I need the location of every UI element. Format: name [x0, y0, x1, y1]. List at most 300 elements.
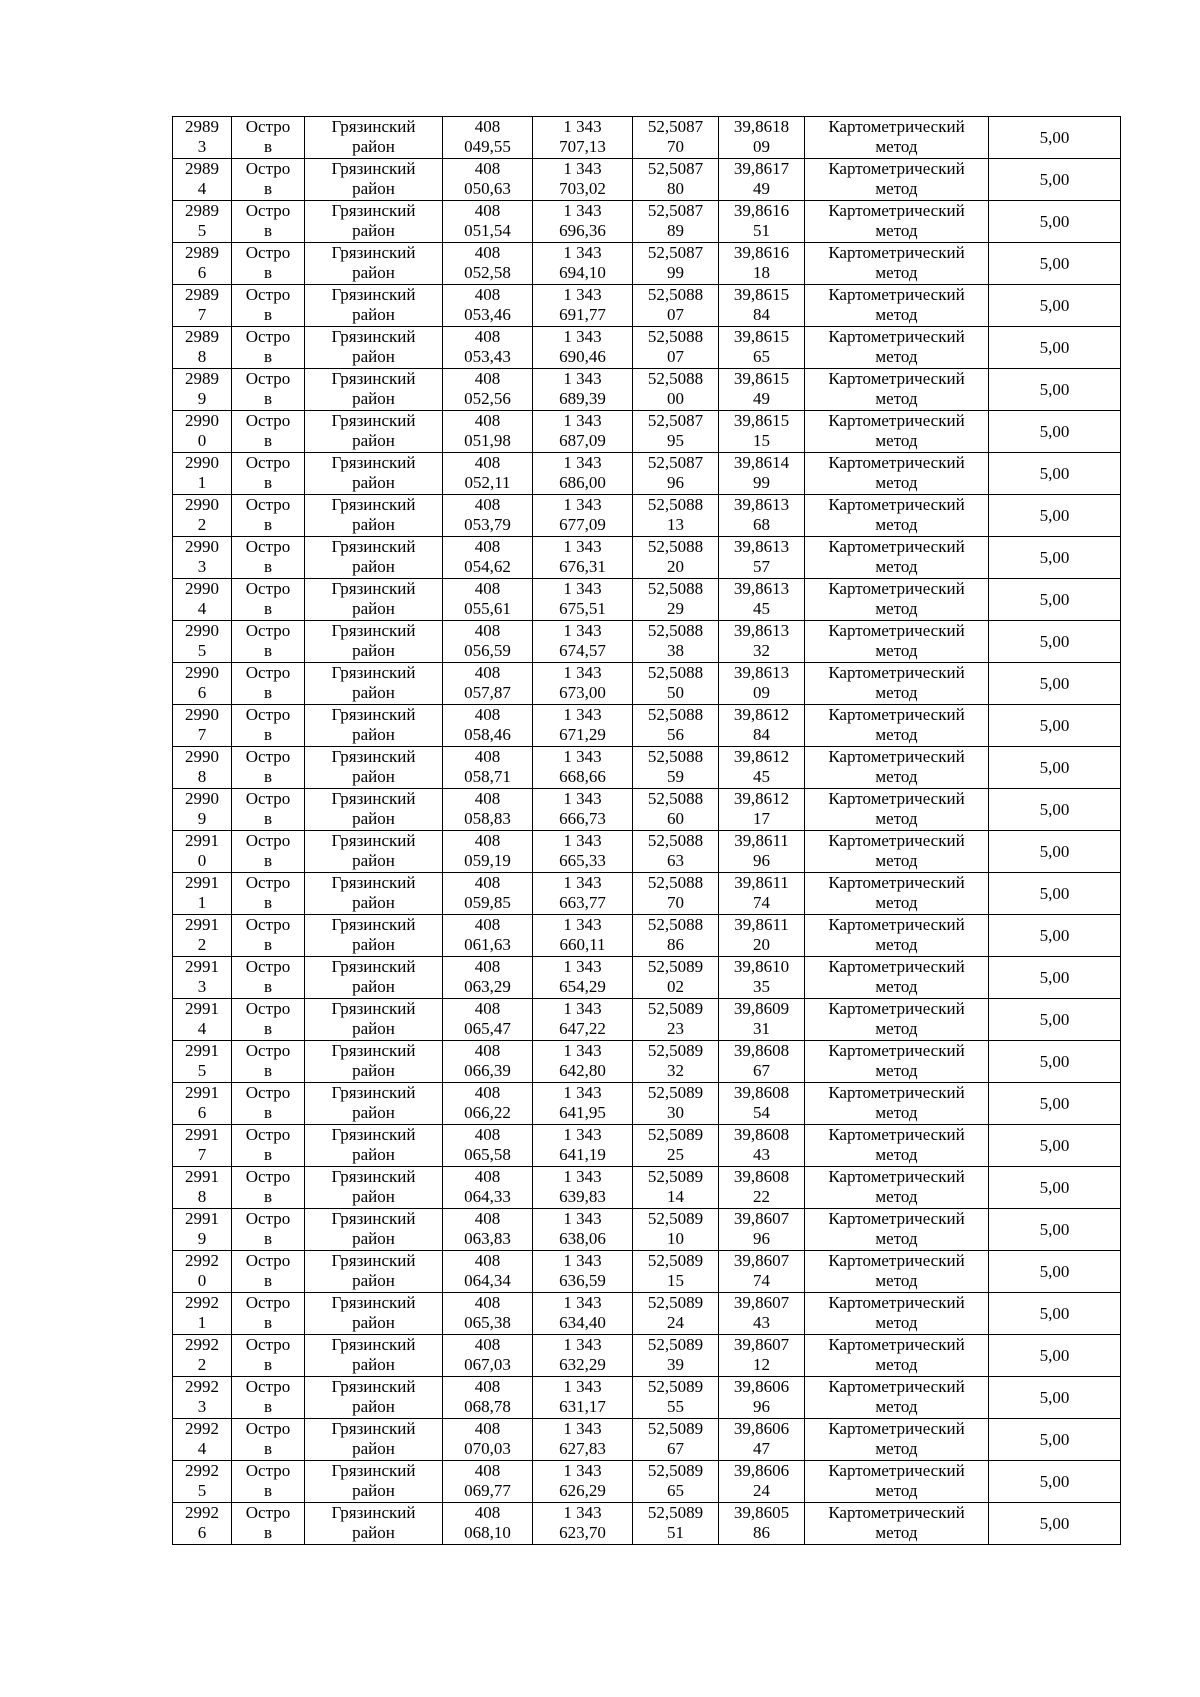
longitude-cell	[719, 1083, 805, 1125]
y-coordinate-line-1: 1 343	[563, 621, 602, 640]
object-type-line-1: Остро	[245, 705, 291, 724]
table-row	[173, 705, 1121, 747]
object-type-line-2: в	[263, 1313, 273, 1332]
x-coordinate-line-1: 408	[474, 453, 501, 472]
coordinates-table	[172, 116, 1121, 1545]
object-type-line-1: Остро	[245, 579, 291, 598]
object-type-line-1: Остро	[245, 1503, 291, 1522]
x-coordinate-cell	[443, 1041, 533, 1083]
method-cell	[805, 411, 989, 453]
point-number-cell	[173, 537, 232, 579]
district-line-1: Грязинский	[331, 873, 416, 892]
longitude-line-2: 45	[753, 767, 770, 786]
y-coordinate-line-2: 696,36	[559, 221, 606, 240]
x-coordinate-line-1: 408	[474, 789, 501, 808]
latitude-line-1: 52,5089	[647, 1461, 704, 1480]
object-type-line-2: в	[263, 1523, 273, 1542]
latitude-line-1: 52,5088	[647, 495, 704, 514]
latitude-line-2: 07	[667, 347, 684, 366]
latitude-line-2: 96	[667, 473, 684, 492]
method-line-1: Картометрический	[828, 579, 965, 598]
method-line-2: метод	[875, 1397, 918, 1416]
point-number-line-1: 2992	[185, 1251, 219, 1270]
object-type-line-1: Остро	[245, 117, 291, 136]
object-type-line-1: Остро	[245, 159, 291, 178]
longitude-line-1: 39,8607	[733, 1251, 790, 1270]
point-number-line-2: 4	[197, 1439, 207, 1458]
point-number-line-1: 2989	[185, 327, 219, 346]
point-number-line-1: 2991	[185, 957, 219, 976]
point-number-cell	[173, 1461, 232, 1503]
latitude-line-1: 52,5089	[647, 1251, 704, 1270]
latitude-cell	[633, 663, 719, 705]
method-cell	[805, 1503, 989, 1545]
y-coordinate-line-2: 690,46	[559, 347, 606, 366]
district-line-1: Грязинский	[331, 1041, 416, 1060]
y-coordinate-line-2: 707,13	[559, 137, 606, 156]
table-row	[173, 1335, 1121, 1377]
latitude-cell	[633, 285, 719, 327]
y-coordinate-line-2: 639,83	[559, 1187, 606, 1206]
point-number-cell	[173, 1503, 232, 1545]
table-row	[173, 1461, 1121, 1503]
accuracy-cell: 5,00	[989, 1125, 1121, 1167]
longitude-cell	[719, 537, 805, 579]
longitude-line-2: 35	[753, 977, 770, 996]
longitude-cell	[719, 999, 805, 1041]
table-row	[173, 621, 1121, 663]
method-line-2: метод	[875, 1523, 918, 1542]
district-line-1: Грязинский	[331, 663, 416, 682]
y-coordinate-line-2: 641,19	[559, 1145, 606, 1164]
point-number-line-1: 2991	[185, 915, 219, 934]
longitude-line-2: 57	[753, 557, 770, 576]
longitude-cell	[719, 747, 805, 789]
accuracy-cell: 5,00	[989, 369, 1121, 411]
x-coordinate-line-2: 068,78	[464, 1397, 511, 1416]
method-line-2: метод	[875, 977, 918, 996]
district-cell	[305, 957, 443, 999]
latitude-line-1: 52,5087	[647, 411, 704, 430]
district-line-2: район	[352, 347, 395, 366]
object-type-line-1: Остро	[245, 747, 291, 766]
point-number-cell	[173, 747, 232, 789]
method-line-2: метод	[875, 1481, 918, 1500]
object-type-line-2: в	[263, 1187, 273, 1206]
method-line-1: Картометрический	[828, 1209, 965, 1228]
method-cell	[805, 957, 989, 999]
latitude-cell	[633, 1377, 719, 1419]
method-line-2: метод	[875, 893, 918, 912]
latitude-line-1: 52,5088	[647, 327, 704, 346]
latitude-line-2: 32	[667, 1061, 684, 1080]
object-type-line-1: Остро	[245, 789, 291, 808]
district-line-1: Грязинский	[331, 999, 416, 1018]
object-type-line-2: в	[263, 137, 273, 156]
longitude-line-1: 39,8608	[733, 1083, 790, 1102]
method-line-2: метод	[875, 1229, 918, 1248]
method-cell	[805, 1167, 989, 1209]
y-coordinate-line-2: 674,57	[559, 641, 606, 660]
longitude-line-2: 22	[753, 1187, 770, 1206]
y-coordinate-line-1: 1 343	[563, 915, 602, 934]
y-coordinate-line-2: 686,00	[559, 473, 606, 492]
y-coordinate-line-2: 677,09	[559, 515, 606, 534]
y-coordinate-line-2: 634,40	[559, 1313, 606, 1332]
latitude-line-2: 70	[667, 137, 684, 156]
latitude-cell	[633, 621, 719, 663]
point-number-line-1: 2990	[185, 789, 219, 808]
point-number-line-1: 2991	[185, 999, 219, 1018]
point-number-line-2: 4	[197, 599, 207, 618]
object-type-line-2: в	[263, 767, 273, 786]
table-row	[173, 915, 1121, 957]
accuracy-cell: 5,00	[989, 1461, 1121, 1503]
accuracy-cell: 5,00	[989, 1167, 1121, 1209]
x-coordinate-line-1: 408	[474, 285, 501, 304]
y-coordinate-cell	[533, 999, 633, 1041]
method-line-2: метод	[875, 1145, 918, 1164]
table-row	[173, 537, 1121, 579]
object-type-line-1: Остро	[245, 495, 291, 514]
method-line-1: Картометрический	[828, 285, 965, 304]
method-line-2: метод	[875, 1103, 918, 1122]
latitude-line-1: 52,5089	[647, 1125, 704, 1144]
longitude-cell	[719, 453, 805, 495]
object-type-line-2: в	[263, 347, 273, 366]
longitude-cell	[719, 327, 805, 369]
method-cell	[805, 1041, 989, 1083]
x-coordinate-cell	[443, 747, 533, 789]
table-row	[173, 369, 1121, 411]
longitude-cell	[719, 1377, 805, 1419]
method-line-1: Картометрический	[828, 1461, 965, 1480]
district-cell	[305, 1377, 443, 1419]
point-number-cell	[173, 621, 232, 663]
x-coordinate-cell	[443, 1335, 533, 1377]
point-number-line-2: 9	[197, 389, 207, 408]
district-line-1: Грязинский	[331, 159, 416, 178]
latitude-line-2: 15	[667, 1271, 684, 1290]
x-coordinate-line-2: 068,10	[464, 1523, 511, 1542]
accuracy-cell: 5,00	[989, 117, 1121, 159]
longitude-line-2: 20	[753, 935, 770, 954]
latitude-cell	[633, 495, 719, 537]
latitude-line-2: 07	[667, 305, 684, 324]
y-coordinate-line-1: 1 343	[563, 369, 602, 388]
method-line-1: Картометрический	[828, 159, 965, 178]
object-type-line-1: Остро	[245, 1041, 291, 1060]
x-coordinate-cell	[443, 411, 533, 453]
longitude-line-1: 39,8611	[734, 915, 789, 934]
x-coordinate-line-2: 058,71	[464, 767, 511, 786]
point-number-line-1: 2992	[185, 1503, 219, 1522]
point-number-cell	[173, 957, 232, 999]
y-coordinate-line-1: 1 343	[563, 999, 602, 1018]
x-coordinate-cell	[443, 621, 533, 663]
table-row	[173, 243, 1121, 285]
district-cell	[305, 117, 443, 159]
point-number-line-1: 2992	[185, 1419, 219, 1438]
longitude-line-2: 96	[753, 851, 770, 870]
longitude-line-2: 86	[753, 1523, 770, 1542]
latitude-line-2: 29	[667, 599, 684, 618]
object-type-cell	[232, 1419, 305, 1461]
district-cell	[305, 327, 443, 369]
method-line-1: Картометрический	[828, 201, 965, 220]
y-coordinate-line-1: 1 343	[563, 1167, 602, 1186]
y-coordinate-line-1: 1 343	[563, 327, 602, 346]
district-line-1: Грязинский	[331, 1461, 416, 1480]
table-row	[173, 579, 1121, 621]
table-row	[173, 747, 1121, 789]
latitude-cell	[633, 159, 719, 201]
table-body	[173, 117, 1121, 1545]
y-coordinate-line-1: 1 343	[563, 705, 602, 724]
method-line-2: метод	[875, 725, 918, 744]
district-cell	[305, 747, 443, 789]
x-coordinate-line-1: 408	[474, 369, 501, 388]
object-type-line-2: в	[263, 431, 273, 450]
table-row	[173, 117, 1121, 159]
table-row	[173, 1209, 1121, 1251]
x-coordinate-line-2: 050,63	[464, 179, 511, 198]
district-line-1: Грязинский	[331, 369, 416, 388]
district-line-1: Грязинский	[331, 1419, 416, 1438]
y-coordinate-line-1: 1 343	[563, 579, 602, 598]
district-line-1: Грязинский	[331, 495, 416, 514]
district-line-2: район	[352, 1397, 395, 1416]
point-number-cell	[173, 201, 232, 243]
object-type-cell	[232, 915, 305, 957]
latitude-cell	[633, 957, 719, 999]
table-row	[173, 495, 1121, 537]
accuracy-cell: 5,00	[989, 663, 1121, 705]
district-cell	[305, 1503, 443, 1545]
district-line-2: район	[352, 725, 395, 744]
object-type-line-1: Остро	[245, 621, 291, 640]
longitude-line-1: 39,8617	[733, 159, 790, 178]
y-coordinate-line-1: 1 343	[563, 1419, 602, 1438]
method-line-1: Картометрический	[828, 999, 965, 1018]
latitude-line-2: 55	[667, 1397, 684, 1416]
district-line-2: район	[352, 179, 395, 198]
method-line-2: метод	[875, 515, 918, 534]
object-type-line-2: в	[263, 935, 273, 954]
district-cell	[305, 1335, 443, 1377]
x-coordinate-line-1: 408	[474, 1503, 501, 1522]
table-row	[173, 1041, 1121, 1083]
longitude-line-2: 96	[753, 1229, 770, 1248]
x-coordinate-cell	[443, 537, 533, 579]
object-type-cell	[232, 1335, 305, 1377]
district-cell	[305, 789, 443, 831]
x-coordinate-line-2: 065,58	[464, 1145, 511, 1164]
point-number-line-1: 2992	[185, 1293, 219, 1312]
object-type-line-2: в	[263, 1061, 273, 1080]
object-type-line-1: Остро	[245, 999, 291, 1018]
longitude-line-2: 68	[753, 515, 770, 534]
y-coordinate-cell	[533, 1125, 633, 1167]
object-type-line-2: в	[263, 1481, 273, 1500]
object-type-line-1: Остро	[245, 243, 291, 262]
method-cell	[805, 1251, 989, 1293]
district-line-2: район	[352, 1229, 395, 1248]
x-coordinate-line-2: 065,38	[464, 1313, 511, 1332]
district-line-1: Грязинский	[331, 1335, 416, 1354]
longitude-line-1: 39,8613	[733, 579, 790, 598]
object-type-line-1: Остро	[245, 1251, 291, 1270]
accuracy-cell: 5,00	[989, 579, 1121, 621]
object-type-cell	[232, 159, 305, 201]
latitude-cell	[633, 1503, 719, 1545]
object-type-line-1: Остро	[245, 327, 291, 346]
longitude-cell	[719, 1503, 805, 1545]
latitude-cell	[633, 1083, 719, 1125]
y-coordinate-line-2: 663,77	[559, 893, 606, 912]
district-line-2: район	[352, 1523, 395, 1542]
latitude-cell	[633, 1209, 719, 1251]
latitude-line-1: 52,5089	[647, 1083, 704, 1102]
latitude-line-2: 10	[667, 1229, 684, 1248]
latitude-line-2: 50	[667, 683, 684, 702]
object-type-line-2: в	[263, 1145, 273, 1164]
point-number-line-2: 9	[197, 809, 207, 828]
latitude-line-1: 52,5089	[647, 999, 704, 1018]
latitude-cell	[633, 369, 719, 411]
district-cell	[305, 1083, 443, 1125]
longitude-line-2: 32	[753, 641, 770, 660]
y-coordinate-line-2: 631,17	[559, 1397, 606, 1416]
method-cell	[805, 789, 989, 831]
object-type-line-1: Остро	[245, 915, 291, 934]
object-type-cell	[232, 495, 305, 537]
longitude-line-1: 39,8612	[733, 789, 790, 808]
district-line-2: район	[352, 641, 395, 660]
district-cell	[305, 1167, 443, 1209]
district-cell	[305, 579, 443, 621]
x-coordinate-line-1: 408	[474, 1125, 501, 1144]
x-coordinate-cell	[443, 1293, 533, 1335]
longitude-line-2: 15	[753, 431, 770, 450]
point-number-line-2: 4	[197, 1019, 207, 1038]
table-row	[173, 411, 1121, 453]
method-cell	[805, 327, 989, 369]
latitude-line-1: 52,5088	[647, 705, 704, 724]
district-line-2: район	[352, 1313, 395, 1332]
latitude-line-2: 38	[667, 641, 684, 660]
point-number-cell	[173, 831, 232, 873]
x-coordinate-line-2: 058,83	[464, 809, 511, 828]
x-coordinate-line-2: 066,22	[464, 1103, 511, 1122]
district-line-1: Грязинский	[331, 915, 416, 934]
district-line-1: Грязинский	[331, 1083, 416, 1102]
method-line-1: Картометрический	[828, 1125, 965, 1144]
longitude-cell	[719, 1419, 805, 1461]
longitude-cell	[719, 957, 805, 999]
accuracy-cell: 5,00	[989, 1209, 1121, 1251]
latitude-line-2: 95	[667, 431, 684, 450]
table-row	[173, 1167, 1121, 1209]
object-type-cell	[232, 831, 305, 873]
longitude-cell	[719, 663, 805, 705]
x-coordinate-line-1: 408	[474, 747, 501, 766]
longitude-line-2: 43	[753, 1145, 770, 1164]
y-coordinate-line-1: 1 343	[563, 873, 602, 892]
point-number-line-1: 2990	[185, 663, 219, 682]
y-coordinate-cell	[533, 915, 633, 957]
x-coordinate-line-2: 061,63	[464, 935, 511, 954]
point-number-line-2: 2	[197, 515, 207, 534]
y-coordinate-cell	[533, 1209, 633, 1251]
accuracy-cell: 5,00	[989, 285, 1121, 327]
longitude-line-2: 84	[753, 725, 770, 744]
x-coordinate-cell	[443, 915, 533, 957]
latitude-line-2: 02	[667, 977, 684, 996]
method-line-2: метод	[875, 641, 918, 660]
y-coordinate-cell	[533, 747, 633, 789]
object-type-line-2: в	[263, 179, 273, 198]
point-number-line-1: 2992	[185, 1335, 219, 1354]
method-cell	[805, 453, 989, 495]
accuracy-cell: 5,00	[989, 873, 1121, 915]
point-number-line-1: 2991	[185, 1041, 219, 1060]
y-coordinate-line-2: 671,29	[559, 725, 606, 744]
table-row	[173, 201, 1121, 243]
y-coordinate-line-2: 673,00	[559, 683, 606, 702]
method-line-2: метод	[875, 1187, 918, 1206]
table-row	[173, 453, 1121, 495]
object-type-line-1: Остро	[245, 663, 291, 682]
point-number-cell	[173, 495, 232, 537]
longitude-line-2: 09	[753, 137, 770, 156]
y-coordinate-cell	[533, 1461, 633, 1503]
x-coordinate-line-2: 059,19	[464, 851, 511, 870]
latitude-line-2: 25	[667, 1145, 684, 1164]
latitude-line-2: 39	[667, 1355, 684, 1374]
y-coordinate-line-1: 1 343	[563, 831, 602, 850]
accuracy-cell: 5,00	[989, 1419, 1121, 1461]
longitude-line-1: 39,8615	[733, 369, 790, 388]
latitude-line-2: 67	[667, 1439, 684, 1458]
district-line-2: район	[352, 935, 395, 954]
object-type-cell	[232, 327, 305, 369]
accuracy-cell: 5,00	[989, 957, 1121, 999]
longitude-line-1: 39,8613	[733, 537, 790, 556]
object-type-line-2: в	[263, 851, 273, 870]
y-coordinate-cell	[533, 327, 633, 369]
point-number-line-1: 2991	[185, 1125, 219, 1144]
x-coordinate-line-1: 408	[474, 999, 501, 1018]
y-coordinate-cell	[533, 411, 633, 453]
longitude-line-1: 39,8606	[733, 1461, 790, 1480]
method-line-1: Картометрический	[828, 411, 965, 430]
method-line-2: метод	[875, 557, 918, 576]
method-cell	[805, 1293, 989, 1335]
point-number-cell	[173, 915, 232, 957]
longitude-cell	[719, 1461, 805, 1503]
y-coordinate-line-1: 1 343	[563, 1461, 602, 1480]
object-type-line-2: в	[263, 977, 273, 996]
latitude-line-1: 52,5088	[647, 537, 704, 556]
point-number-line-1: 2989	[185, 117, 219, 136]
longitude-line-1: 39,8606	[733, 1419, 790, 1438]
district-cell	[305, 1461, 443, 1503]
method-line-1: Картометрический	[828, 1251, 965, 1270]
accuracy-cell: 5,00	[989, 327, 1121, 369]
object-type-line-2: в	[263, 263, 273, 282]
y-coordinate-line-2: 694,10	[559, 263, 606, 282]
